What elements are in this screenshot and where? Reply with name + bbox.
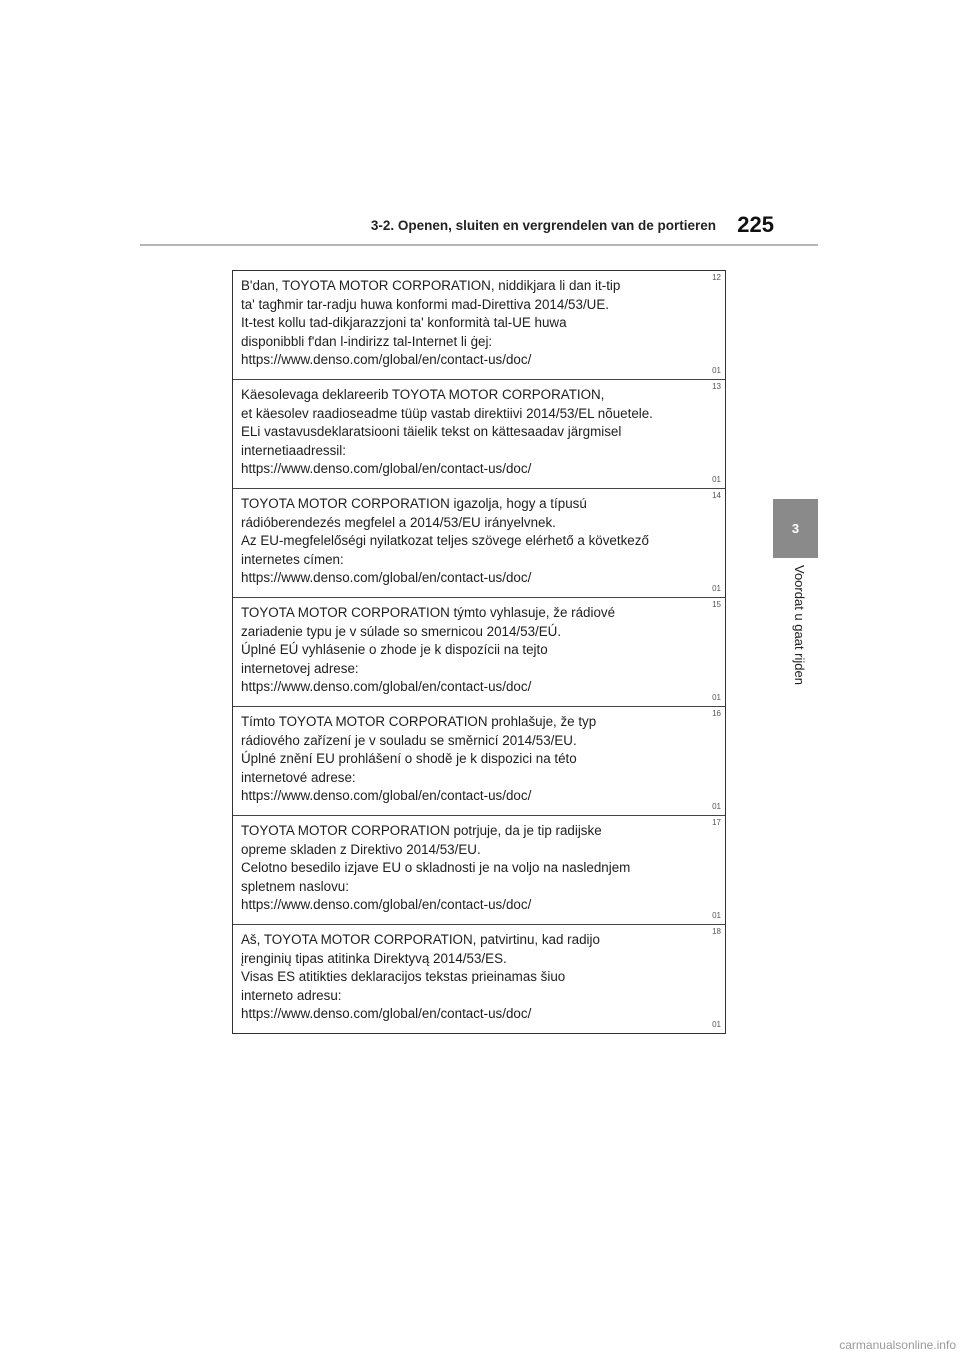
declarations-table bbox=[232, 270, 726, 1034]
declaration-code: 17 bbox=[712, 818, 721, 827]
declaration-suffix: 01 bbox=[712, 366, 721, 375]
declaration-line: https://www.denso.com/global/en/contact-us/doc/ bbox=[241, 461, 532, 477]
declaration-line: Úplné EÚ vyhlásenie o zhode je k dispozícii na tejto bbox=[241, 642, 548, 658]
declaration-line: https://www.denso.com/global/en/contact-us/doc/ bbox=[241, 352, 532, 368]
declaration-line: https://www.denso.com/global/en/contact-us/doc/ bbox=[241, 1006, 532, 1022]
declaration-line: TOYOTA MOTOR CORPORATION potrjuje, da je tip radijske bbox=[241, 823, 602, 838]
declaration-suffix: 01 bbox=[712, 911, 721, 920]
declaration-code: 15 bbox=[712, 600, 721, 609]
page-header bbox=[140, 212, 818, 242]
section-title: 3-2. Openen, sluiten en vergrendelen van de portieren bbox=[370, 218, 716, 233]
declaration-line: internetovej adrese: bbox=[241, 660, 359, 676]
declaration-line: https://www.denso.com/global/en/contact-us/doc/ bbox=[241, 788, 532, 804]
declaration-cell bbox=[233, 598, 725, 707]
declaration-line: disponibbli f'dan l-indirizz tal-Internet li ġej: bbox=[241, 333, 493, 349]
declaration-line: TOYOTA MOTOR CORPORATION igazolja, hogy a típusú bbox=[241, 496, 587, 511]
chapter-number: 3 bbox=[791, 521, 800, 536]
page-number: 225 bbox=[737, 212, 774, 237]
declaration-cell bbox=[233, 271, 725, 380]
declaration-suffix: 01 bbox=[712, 693, 721, 702]
declaration-code: 12 bbox=[712, 273, 721, 282]
header-divider bbox=[140, 244, 818, 246]
declaration-cell bbox=[233, 707, 725, 816]
declaration-suffix: 01 bbox=[712, 1020, 721, 1029]
declaration-line: įrenginių tipas atitinka Direktyvą 2014/53/ES. bbox=[241, 950, 507, 966]
declaration-line: internetiaadressil: bbox=[241, 442, 346, 458]
declaration-line: https://www.denso.com/global/en/contact-us/doc/ bbox=[241, 570, 532, 586]
declaration-cell bbox=[233, 816, 725, 925]
declaration-line: https://www.denso.com/global/en/contact-us/doc/ bbox=[241, 897, 532, 913]
declaration-line: Käesolevaga deklareerib TOYOTA MOTOR CORPORATION, bbox=[241, 387, 605, 402]
declaration-line: internetové adrese: bbox=[241, 769, 356, 785]
declaration-line: ta' tagħmir tar-radju huwa konformi mad-Direttiva 2014/53/UE. bbox=[241, 296, 609, 312]
declaration-suffix: 01 bbox=[712, 475, 721, 484]
declaration-line: spletnem naslovu: bbox=[241, 878, 349, 894]
declaration-line: et käesolev raadioseadme tüüp vastab direktiivi 2014/53/EL nõuetele. bbox=[241, 405, 653, 421]
declaration-line: Aš, TOYOTA MOTOR CORPORATION, patvirtinu, kad radijo bbox=[241, 932, 600, 947]
declaration-line: internetes címen: bbox=[241, 551, 344, 567]
declaration-line: It-test kollu tad-dikjarazzjoni ta' konformità tal-UE huwa bbox=[241, 315, 567, 331]
declaration-code: 16 bbox=[712, 709, 721, 718]
declaration-line: Úplné znění EU prohlášení o shodě je k dispozici na této bbox=[241, 751, 577, 767]
declaration-line: opreme skladen z Direktivo 2014/53/EU. bbox=[241, 841, 481, 857]
declaration-line: Celotno besedilo izjave EU o skladnosti je na voljo na naslednjem bbox=[241, 860, 631, 876]
declaration-code: 14 bbox=[712, 491, 721, 500]
declaration-line: Az EU-megfelelőségi nyilatkozat teljes szövege elérhető a következő bbox=[241, 533, 649, 549]
declaration-line: TOYOTA MOTOR CORPORATION týmto vyhlasuje, že rádiové bbox=[241, 605, 616, 620]
declaration-line: ELi vastavusdeklaratsiooni täielik tekst on kättesaadav järgmisel bbox=[241, 424, 622, 440]
chapter-tab[interactable] bbox=[773, 499, 818, 558]
declaration-line: rádióberendezés megfelel a 2014/53/EU irányelvnek. bbox=[241, 514, 556, 530]
declaration-code: 13 bbox=[712, 382, 721, 391]
declaration-cell bbox=[233, 489, 725, 598]
declaration-line: https://www.denso.com/global/en/contact-us/doc/ bbox=[241, 679, 532, 695]
declaration-line: B'dan, TOYOTA MOTOR CORPORATION, niddikjara li dan it-tip bbox=[241, 278, 621, 293]
declaration-cell bbox=[233, 380, 725, 489]
declaration-cell bbox=[233, 925, 725, 1033]
declaration-suffix: 01 bbox=[712, 584, 721, 593]
declaration-line: Tímto TOYOTA MOTOR CORPORATION prohlašuje, že typ bbox=[241, 714, 597, 729]
declaration-line: interneto adresu: bbox=[241, 987, 342, 1003]
watermark: carmanualsonline.info bbox=[839, 1338, 956, 1352]
declaration-line: Visas ES atitikties deklaracijos tekstas prieinamas šiuo bbox=[241, 969, 566, 985]
declaration-suffix: 01 bbox=[712, 802, 721, 811]
declaration-line: zariadenie typu je v súlade so smernicou 2014/53/EÚ. bbox=[241, 623, 562, 639]
chapter-label: Voordat u gaat rijden bbox=[792, 565, 807, 685]
declaration-line: rádiového zařízení je v souladu se směrnicí 2014/53/EU. bbox=[241, 732, 577, 748]
declaration-code: 18 bbox=[712, 927, 721, 936]
